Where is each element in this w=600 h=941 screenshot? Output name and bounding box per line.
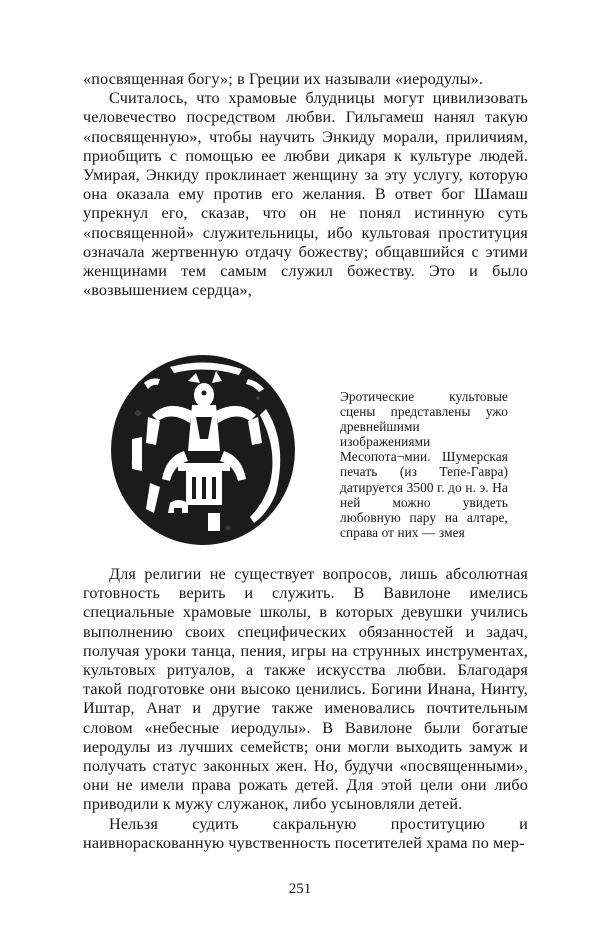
paragraph: «посвященная богу»; в Греции их называли «иеродулы».: [83, 70, 484, 88]
figure-caption: [340, 389, 508, 540]
text-block-bottom: [83, 565, 528, 853]
seal-image: [108, 353, 298, 547]
paragraph: Для религии не существует вопросов, лишь абсолютная готовность верить и служить. В Вавилоне имелись специальные храмовые школы, в которых девушки учились выполнению своих специфических обязанностей и задач, получая уроки танца, пения, игры на струнных инструментах, культовых ритуалов, а также искусства любви. Благодаря такой подготовке они высоко ценились. Богини Инана, Нинту, Иштар, Анат и другие также именовались почтительным словом «небесные иеродулы». В Вавилоне были богатые иеродулы из лучших семейств; они могли выходить замуж и получать статус законных жен. Но, будучи «посвященными», они не имели права рожать детей. Для этой цели они либо приводили к мужу служанок, либо усыновляли детей.: [83, 565, 528, 814]
page-number: 251: [288, 881, 312, 897]
paragraph: Считалось, что храмовые блудницы могут цивилизовать человечество посредством любви. Гильгамеш нанял такую «посвященную», чтобы научить Энкиду морали, приличиям, приобщить с помощью ее любви дикаря к культуре людей. Умирая, Энкиду проклинает женщину за эту услугу, которую она оказала ему против его желания. В ответ бог Шамаш упрекнул его, сказав, что он не понял истинную суть «посвященной» служительницы, ибо культовая проституция означала жертвенную отдачу божеству; общавшийся с этими женщинами тем самым служил божеству. Это и было «возвышением сердца»,: [83, 89, 528, 300]
paragraph: Нельзя судить сакральную проституцию и наивнораскованную чувственность посетителей храма по мер-: [83, 814, 528, 852]
caption-text: Эротические культовые сцены представлены ужо древнейшими изображениями Месопота¬мии. Шумерская печать (из Тепе-Гавра) датируется 3500 г. до н. э. На ней можно увидеть любовную пару на алтаре, справа от них — змея: [340, 389, 508, 540]
text-block-top: [83, 70, 528, 300]
sumerian-seal-icon: [108, 353, 298, 547]
